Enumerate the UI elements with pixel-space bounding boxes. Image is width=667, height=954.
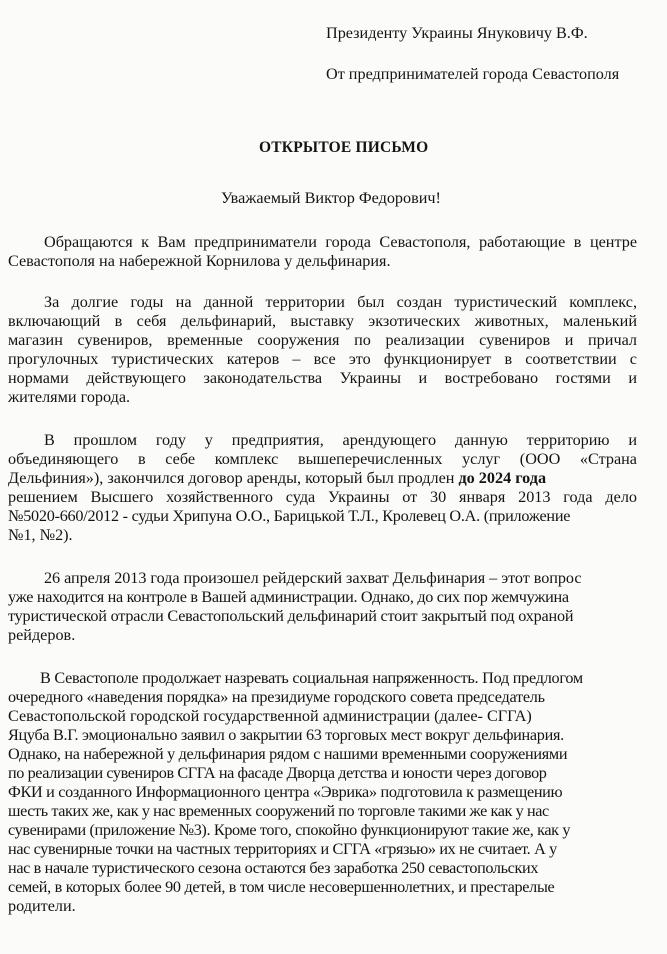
paragraph-line: решением Высшего хозяйственного суда Украины от 30 января 2013 года дело	[8, 488, 637, 506]
paragraph-line: туристической отрасли Севастопольский дельфинарий стоит закрытый под охраной	[8, 607, 574, 625]
paragraph-line: Севастопольской городской государственной администрации (далее- СГГА)	[8, 707, 532, 725]
paragraph-line: Однако, на набережной у дельфинария рядом с нашими временными сооружениями	[8, 745, 568, 763]
paragraph-line: по реализации сувениров СГГА на фасаде Дворца детства и юности через договор	[8, 764, 547, 782]
sender-line: От предпринимателей города Севастополя	[326, 65, 620, 83]
paragraph-line: семей, в которых более 90 детей, в том числе несовершеннолетних, и престарелые	[8, 878, 555, 896]
paragraph-line: Яцуба В.Г. эмоционально заявил о закрытии 63 торговых мест вокруг дельфинария.	[8, 726, 564, 744]
paragraph-line: жителями города.	[8, 388, 131, 406]
paragraph-line: ФКИ и созданного Информационного центра «Эврика» подготовила к размещению	[8, 783, 563, 801]
paragraph-line: шесть таких же, как у нас временных сооружений по торговле такими же как у нас	[8, 802, 549, 820]
paragraph-text: Дельфиния»), закончился договор аренды, который был продлен	[8, 469, 459, 487]
paragraph-line: нас сувенирные точки на частных территориях и СГГА «грязью» их не считает. А у	[8, 840, 557, 858]
paragraph-line: прогулочных туристических катеров – все это функционирует в соответствии с	[8, 350, 637, 368]
paragraph-line: В прошлом году у предприятия, арендующего данную территорию и	[44, 431, 637, 449]
paragraph-line: нормами действующего законодательства Украины и востребовано гостями и	[8, 369, 637, 387]
paragraph-line: За долгие годы на данной территории был создан туристический комплекс,	[44, 293, 637, 311]
paragraph-line: Обращаются к Вам предприниматели города Севастополя, работающие в центре	[44, 233, 637, 251]
paragraph-line: уже находится на контроле в Вашей администрации. Однако, до сих пор жемчужина	[8, 588, 569, 606]
paragraph-line: рейдеров.	[8, 626, 76, 644]
document-title: ОТКРЫТОЕ ПИСЬМО	[259, 139, 429, 156]
recipient-line: Президенту Украины Януковичу В.Ф.	[326, 24, 588, 42]
salutation: Уважаемый Виктор Федорович!	[221, 189, 441, 207]
paragraph-line: сувенирами (приложение №3). Кроме того, спокойно функционируют такие же, как у	[8, 821, 571, 839]
paragraph-line: №1, №2).	[8, 526, 73, 544]
paragraph-line: 26 апреля 2013 года произошел рейдерский захват Дельфинария – этот вопрос	[44, 569, 582, 587]
paragraph-line: Севастополя на набережной Корнилова у дельфинария.	[8, 252, 391, 270]
paragraph-line: очередного «наведения порядка» на президиуме городского совета председатель	[8, 688, 545, 706]
paragraph-line: объединяющего в себе комплекс вышеперечисленных услуг (ООО «Страна	[8, 450, 637, 468]
paragraph-line: В Севастополе продолжает назревать социальная напряженность. Под предлогом	[40, 669, 583, 687]
paragraph-line: включающий в себя дельфинарий, выставку экзотических животных, маленький	[8, 312, 637, 330]
paragraph-line: №5020-660/2012 - судьи Хрипуна О.О., Барицькой Т.Л., Кролевец О.А. (приложение	[8, 507, 571, 525]
emphasized-date: до 2024 года	[458, 469, 547, 487]
paragraph-line: магазин сувениров, временные сооружения по реализации сувениров и причал	[8, 331, 637, 349]
paragraph-line: нас в начале туристического сезона остаются без заработка 250 севастопольских	[8, 859, 539, 877]
paragraph-line	[8, 469, 546, 488]
paragraph-line: родители.	[8, 897, 76, 915]
